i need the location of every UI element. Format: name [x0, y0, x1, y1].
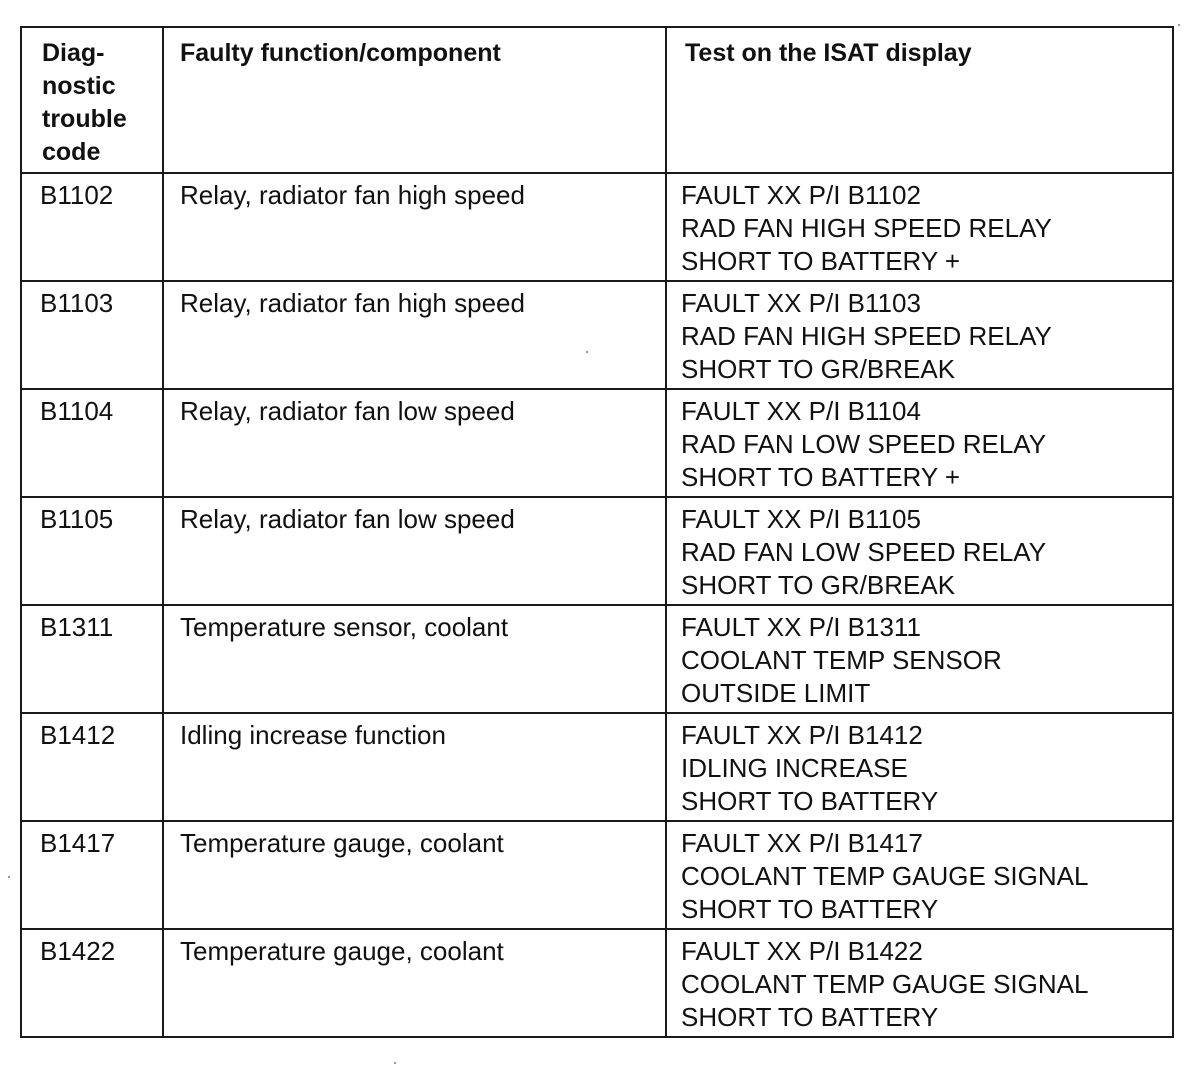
isat-line: FAULT XX P/I B1422 [681, 936, 923, 966]
isat-test-text [667, 174, 1172, 278]
faulty-function: Temperature gauge, coolant [180, 936, 504, 966]
header-code [21, 27, 163, 173]
isat-line: RAD FAN HIGH SPEED RELAY [681, 213, 1052, 243]
table-row [21, 281, 1173, 389]
isat-line: SHORT TO GR/BREAK [681, 354, 956, 384]
isat-line: FAULT XX P/I B1412 [681, 720, 923, 750]
isat-test-text [667, 930, 1172, 1034]
isat-line: IDLING INCREASE [681, 753, 908, 783]
isat-line: SHORT TO BATTERY + [681, 462, 961, 492]
isat-test-text [667, 498, 1172, 602]
isat-test-text [667, 822, 1172, 926]
header-code-label: Diag- nostic trouble code [42, 39, 127, 166]
scan-speck [586, 351, 588, 353]
dtc-table [20, 26, 1174, 1038]
table-row [21, 605, 1173, 713]
scan-speck [8, 876, 10, 878]
isat-line: SHORT TO BATTERY [681, 1002, 939, 1032]
trouble-code: B1105 [40, 504, 114, 534]
faulty-function: Relay, radiator fan low speed [180, 396, 515, 426]
scan-speck [394, 1062, 396, 1064]
isat-line: SHORT TO BATTERY [681, 894, 939, 924]
trouble-code: B1103 [40, 288, 114, 318]
trouble-code: B1412 [40, 720, 116, 750]
table-row [21, 929, 1173, 1037]
faulty-function: Idling increase function [180, 720, 446, 750]
isat-line: COOLANT TEMP SENSOR [681, 645, 1002, 675]
isat-line: RAD FAN LOW SPEED RELAY [681, 429, 1047, 459]
header-test [666, 27, 1173, 173]
table-row [21, 821, 1173, 929]
trouble-code: B1417 [40, 828, 116, 858]
isat-line: FAULT XX P/I B1102 [681, 180, 921, 210]
trouble-code: B1104 [40, 396, 114, 426]
isat-line: FAULT XX P/I B1311 [681, 612, 921, 642]
trouble-code: B1422 [40, 936, 116, 966]
isat-line: RAD FAN HIGH SPEED RELAY [681, 321, 1052, 351]
faulty-function: Temperature sensor, coolant [180, 612, 509, 642]
isat-line: RAD FAN LOW SPEED RELAY [681, 537, 1047, 567]
faulty-function: Temperature gauge, coolant [180, 828, 504, 858]
trouble-code: B1102 [40, 180, 114, 210]
trouble-code: B1311 [40, 612, 114, 642]
faulty-function: Relay, radiator fan high speed [180, 288, 525, 318]
isat-line: FAULT XX P/I B1417 [681, 828, 923, 858]
isat-test-text [667, 282, 1172, 386]
isat-line: SHORT TO BATTERY [681, 786, 939, 816]
faulty-function: Relay, radiator fan high speed [180, 180, 525, 210]
table-row [21, 713, 1173, 821]
faulty-function: Relay, radiator fan low speed [180, 504, 515, 534]
isat-line: SHORT TO GR/BREAK [681, 570, 956, 600]
header-function [163, 27, 666, 173]
isat-line: COOLANT TEMP GAUGE SIGNAL [681, 969, 1089, 999]
isat-line: FAULT XX P/I B1105 [681, 504, 921, 534]
table-row [21, 497, 1173, 605]
isat-line: FAULT XX P/I B1103 [681, 288, 921, 318]
isat-line: SHORT TO BATTERY + [681, 246, 961, 276]
header-row [21, 27, 1173, 173]
isat-line: FAULT XX P/I B1104 [681, 396, 921, 426]
header-function-label: Faulty function/component [180, 39, 501, 67]
isat-test-text [667, 390, 1172, 494]
isat-test-text [667, 606, 1172, 710]
table-row [21, 173, 1173, 281]
isat-line: COOLANT TEMP GAUGE SIGNAL [681, 861, 1089, 891]
header-test-label: Test on the ISAT display [685, 39, 972, 67]
isat-test-text [667, 714, 1172, 818]
scan-speck [1178, 24, 1180, 26]
isat-line: OUTSIDE LIMIT [681, 678, 871, 708]
table-row [21, 389, 1173, 497]
